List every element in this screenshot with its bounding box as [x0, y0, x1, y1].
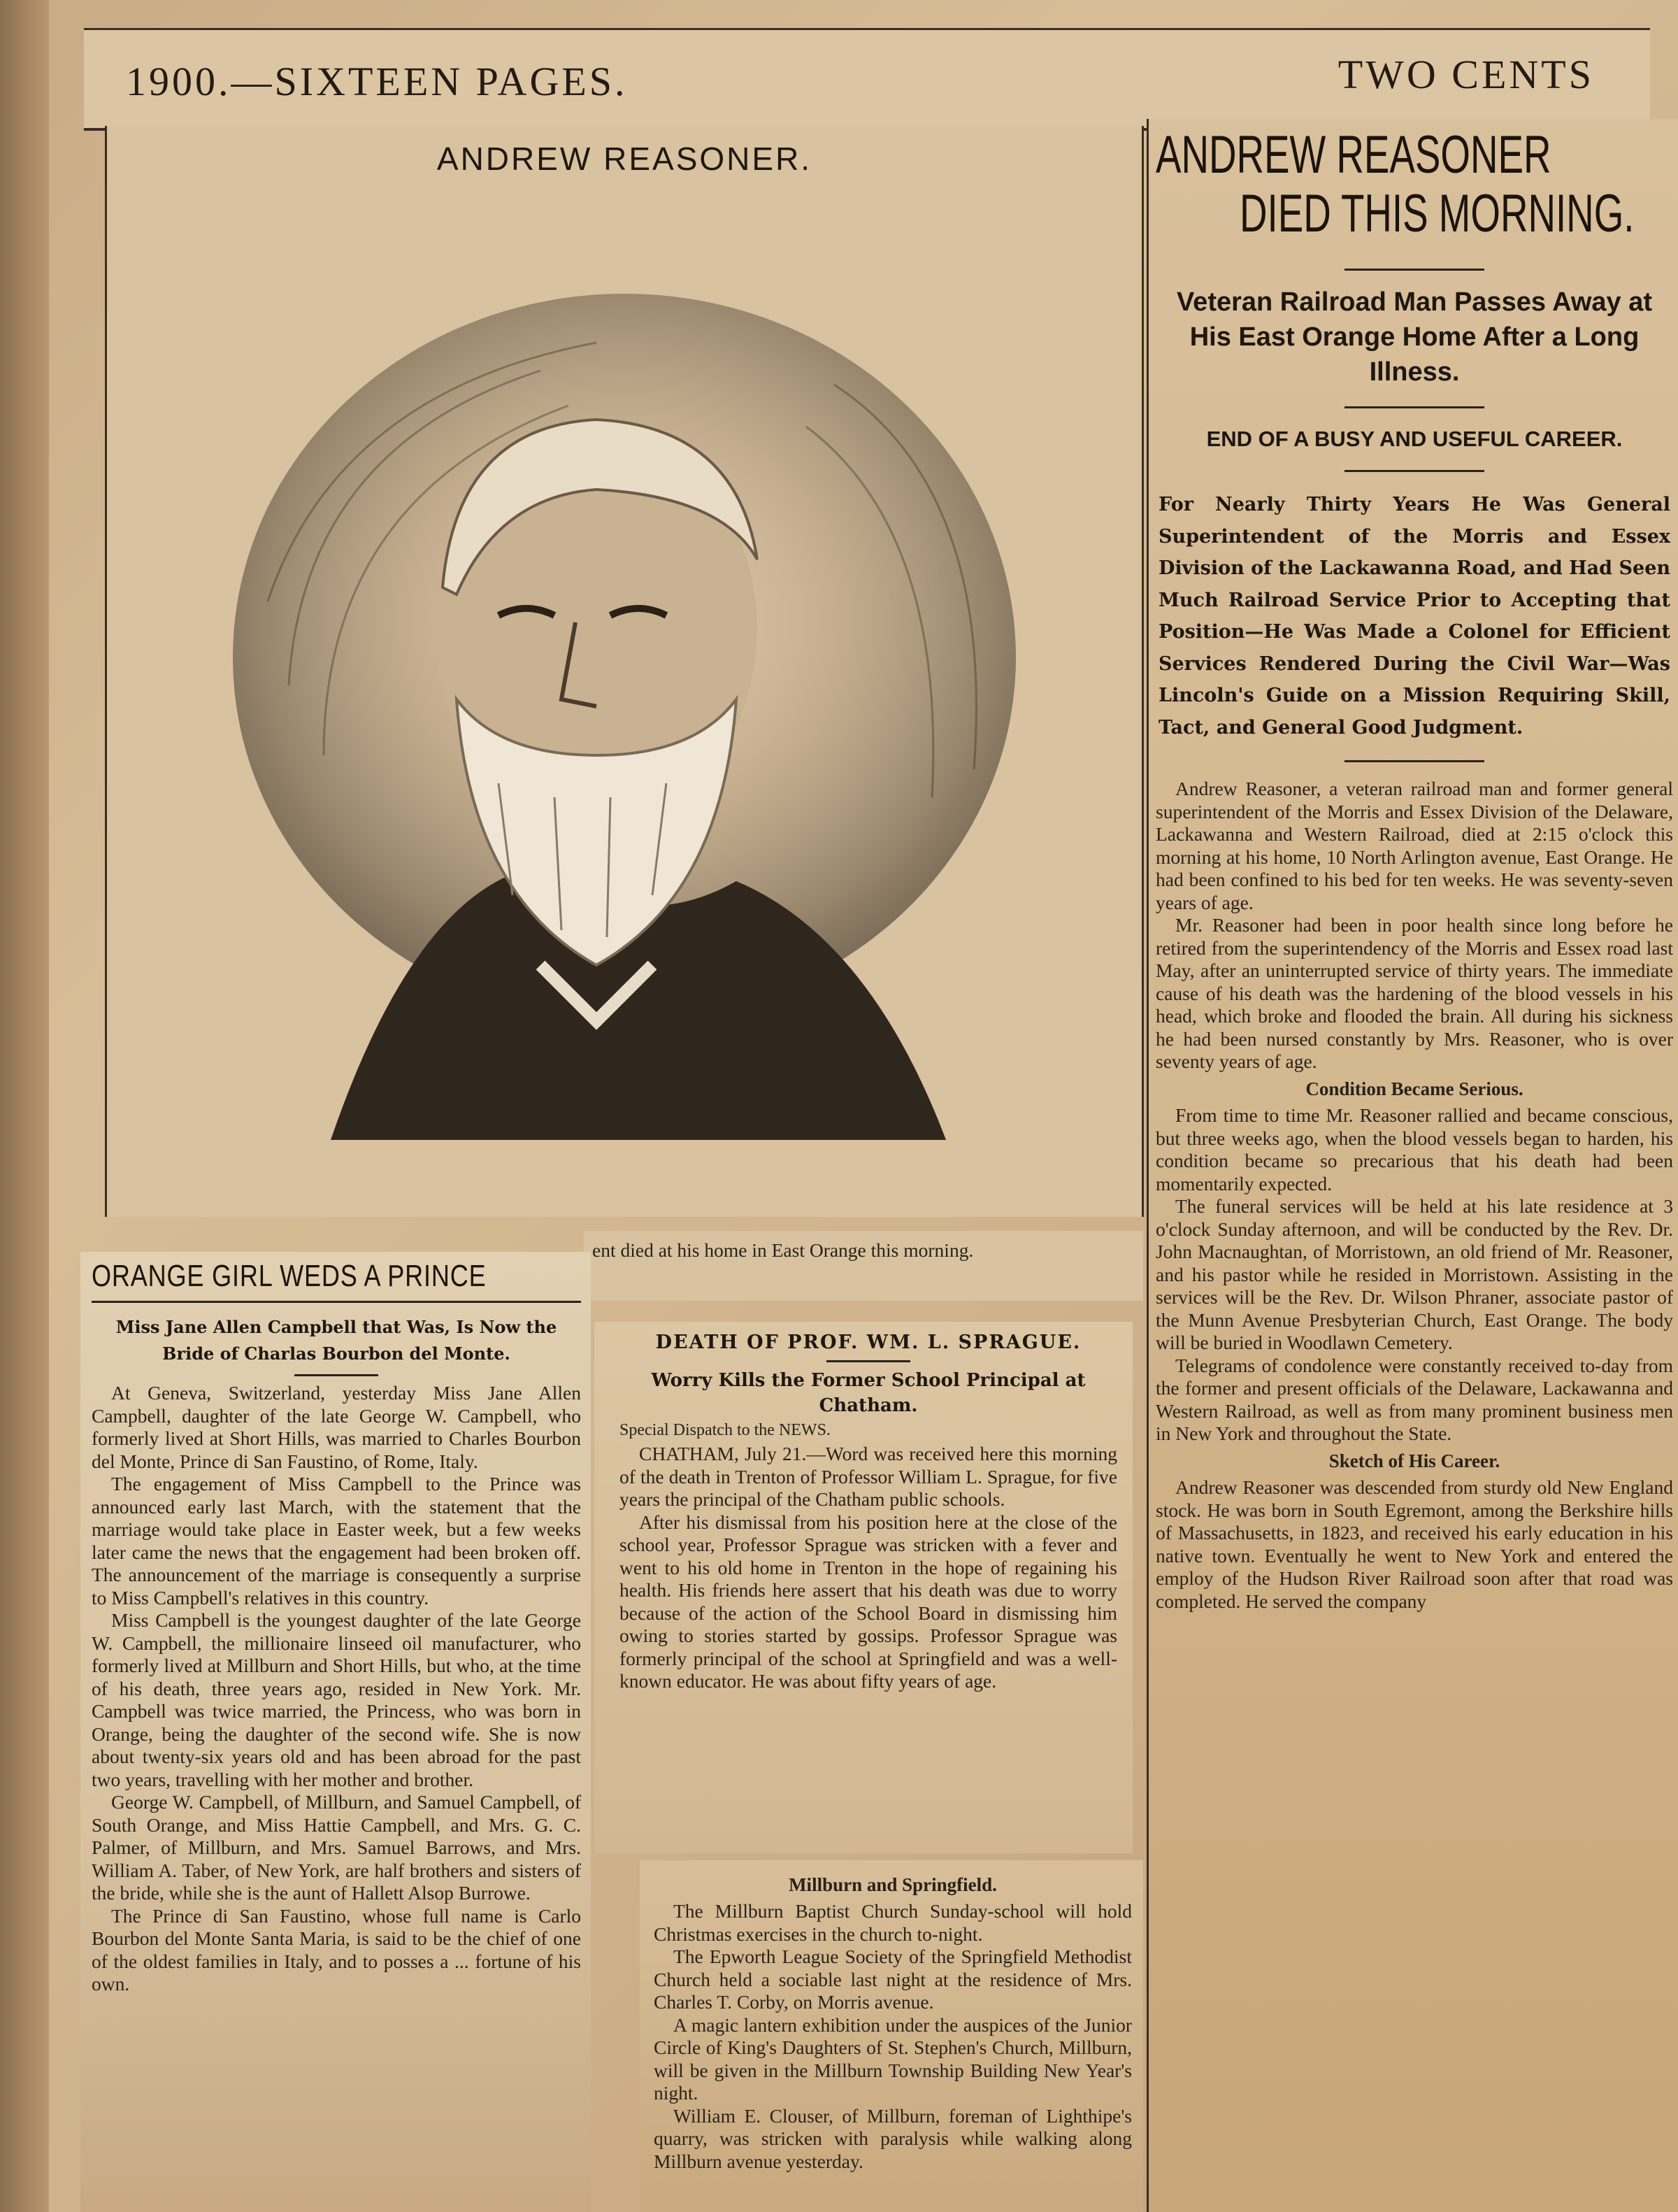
divider	[1344, 406, 1484, 408]
sprague-headline: DEATH OF PROF. WM. L. SPRAGUE.	[655, 1332, 1082, 1353]
sprague-paragraph: After his dismissal from his position here at the close of the school year, Professor Sprague was stricken with a fever and went to his old home in Trenton in the hope of regaining his health. His friends here assert that his death was due to worry because of the action of the School Board in dismissing him owing to stories started by gossips. Professor Sprague was formerly principal of the school at Springfield and was a well-known educator. He was about fifty years of age.	[619, 1511, 1117, 1692]
obit-paragraph: The funeral services will be held at his late residence at 3 o'clock Sunday afternoon, and will be conducted by the Rev. Dr. John Macnaughtan, of Morristown, an old friend of Mr. Reasoner, and his pastor while he resided in Morristown. Assisting in the services will be the Rev. Dr. Wilson Phraner, associate pastor of the Munn Avenue Presbyterian Church, East Orange. The body will be buried in Woodlawn Cemetery.	[1156, 1195, 1673, 1353]
millburn-clipping	[640, 1860, 1143, 2212]
obit-paragraph: Mr. Reasoner had been in poor health since long before he retired from the superintendency of the Morris and Essex road last May, after an uninterrupted service of thirty years. The immediate cause of his death was the hardening of the blood vessels in his head, which broke and flooded the brain. All during his sickness he had been nursed constantly by Mrs. Reasoner, who is over seventy years of age.	[1156, 914, 1673, 1072]
masthead-price: TWO CENTS	[1338, 52, 1594, 97]
obit-section-head: Condition Became Serious.	[1305, 1078, 1523, 1099]
divider	[1344, 760, 1484, 762]
divider	[1344, 269, 1484, 271]
sprague-body	[619, 1443, 1117, 1693]
millburn-paragraph: The Epworth League Society of the Springfield Methodist Church held a sociable last night at the residence of Mrs. Charles T. Corby, on Morris avenue.	[654, 1946, 1132, 2013]
wedding-clipping	[80, 1252, 591, 2212]
obit-deck: For Nearly Thirty Years He Was General Superintendent of the Morris and Essex Division of the Lackawanna Road, and Had Seen Much Railroad Service Prior to Accepting that Position—He Was Made a Colonel for Efficient Services Rendered During the Civil War—Was Lincoln's Guide on a Mission Requiring Skill, Tact, and General Good Judgment.	[1159, 494, 1670, 738]
millburn-paragraph: The Millburn Baptist Church Sunday-school will hold Christmas exercises in the church to-night.	[654, 1900, 1132, 1945]
sprague-dateline: Special Dispatch to the NEWS.	[619, 1421, 831, 1439]
obit-paragraph: From time to time Mr. Reasoner rallied and became conscious, but three weeks ago, when the blood vessels began to harden, his condition became so precarious that his death had been momentarily expected.	[1156, 1104, 1673, 1194]
portrait-engraving	[205, 266, 1044, 1203]
obit-subhead: Veteran Railroad Man Passes Away at His East Orange Home After a Long Illness.	[1176, 287, 1653, 387]
obit-paragraph: Andrew Reasoner was descended from sturdy old New England stock. He was born in South Egremont, among the Berkshire hills of Massachusetts, in 1823, and received his early education in his native town. Eventually he went to New York and entered the employ of the Hudson River Railroad soon after that road was completed. He served the company	[1156, 1476, 1673, 1612]
obit-subhead-2: END OF A BUSY AND USEFUL CAREER.	[1206, 427, 1623, 451]
obit-paragraph: Andrew Reasoner, a veteran railroad man and former general superintendent of the Morris and Essex Division of the Delaware, Lackawanna and Western Railroad, died at 2:15 o'clock this morning at his home, 10 North Arlington avenue, East Orange. He had been confined to his bed for ten weeks. He was seventy-seven years of age.	[1156, 778, 1673, 913]
obit-headline-2: DIED THIS MORNING.	[1240, 184, 1635, 243]
sprague-deck: Worry Kills the Former School Principal at Chatham.	[651, 1370, 1086, 1416]
obit-section-head: Sketch of His Career.	[1328, 1450, 1500, 1471]
page-edge	[0, 0, 49, 2212]
wedding-deck: Miss Jane Allen Campbell that Was, Is Now the Bride of Charlas Bourbon del Monte.	[115, 1317, 557, 1364]
masthead-edition: 1900.—SIXTEEN PAGES.	[126, 59, 628, 104]
divider	[1344, 470, 1484, 472]
divider	[92, 1301, 581, 1303]
article-fragment	[584, 1231, 1143, 1301]
millburn-headline: Millburn and Springfield.	[789, 1874, 997, 1895]
obit-paragraph: Telegrams of condolence were constantly received to-day from the former and present officials of the Delaware, Lackawanna and Western Railroad, as well as from many prominent business men in New York and throughout the State.	[1156, 1354, 1673, 1444]
wedding-body	[92, 1382, 581, 1996]
wedding-paragraph: George W. Campbell, of Millburn, and Samuel Campbell, of South Orange, and Miss Hattie Campbell, and Mrs. G. C. Palmer, of Millburn, and Mrs. Samuel Barrows, and Mrs. William A. Taber, of New York, are half brothers and sisters of the bride, while she is the aunt of Hallett Alsop Burrowe.	[92, 1791, 581, 1904]
divider	[294, 1374, 378, 1376]
obit-body	[1156, 778, 1673, 1613]
wedding-paragraph: Miss Campbell is the youngest daughter of the late George W. Campbell, the millionaire linseed oil manufacturer, who formerly lived at Millburn and Short Hills, but who, at the time of his death, three years ago, resided in New York. Mr. Campbell was twice married, the Princess, who was born in Orange, being the daughter of the second wife. She is now about twenty-six years old and has been abroad for the past two years, travelling with her mother and brother.	[92, 1609, 581, 1790]
masthead	[84, 28, 1650, 131]
sprague-clipping	[594, 1322, 1133, 1853]
obit-headline-1: ANDREW REASONER	[1156, 125, 1551, 185]
millburn-paragraph: William E. Clouser, of Millburn, foreman of Lighthipe's quarry, was stricken with paralysis while walking along Millburn avenue yesterday.	[654, 2104, 1132, 2172]
wedding-headline: ORANGE GIRL WEDS A PRINCE	[92, 1259, 487, 1293]
portrait-clipping	[105, 126, 1144, 1217]
millburn-paragraph: A magic lantern exhibition under the auspices of the Junior Circle of King's Daughters of St. Stephen's Church, Millburn, will be given in the Millburn Township Building New Year's night.	[654, 2013, 1132, 2104]
millburn-body	[654, 1900, 1132, 2173]
wedding-paragraph: The Prince di San Faustino, whose full name is Carlo Bourbon del Monte Santa Maria, is said to be the chief of one of the oldest families in Italy, and to posses a ... fortune of his own.	[92, 1904, 581, 1995]
wedding-paragraph: At Geneva, Switzerland, yesterday Miss Jane Allen Campbell, daughter of the late George W. Campbell, who formerly lived at Short Hills, was married to Charles Bourbon del Monte, Prince di San Faustino, of Rome, Italy.	[92, 1382, 581, 1472]
fragment-text: ent died at his home in East Orange this morning.	[592, 1239, 974, 1261]
wedding-paragraph: The engagement of Miss Campbell to the Prince was announced early last March, with the statement that the marriage would take place in Easter week, but a few weeks later came the news that the engagement had been broken off. The announcement of the marriage is consequently a surprise to Miss Campbell's relatives in this country.	[92, 1473, 581, 1608]
divider	[826, 1360, 910, 1362]
portrait-caption: ANDREW REASONER.	[436, 141, 812, 177]
sprague-paragraph: CHATHAM, July 21.—Word was received here this morning of the death in Trenton of Professor William L. Sprague, for five years the principal of the Chatham public schools.	[619, 1443, 1117, 1510]
obituary-column	[1147, 119, 1678, 2212]
